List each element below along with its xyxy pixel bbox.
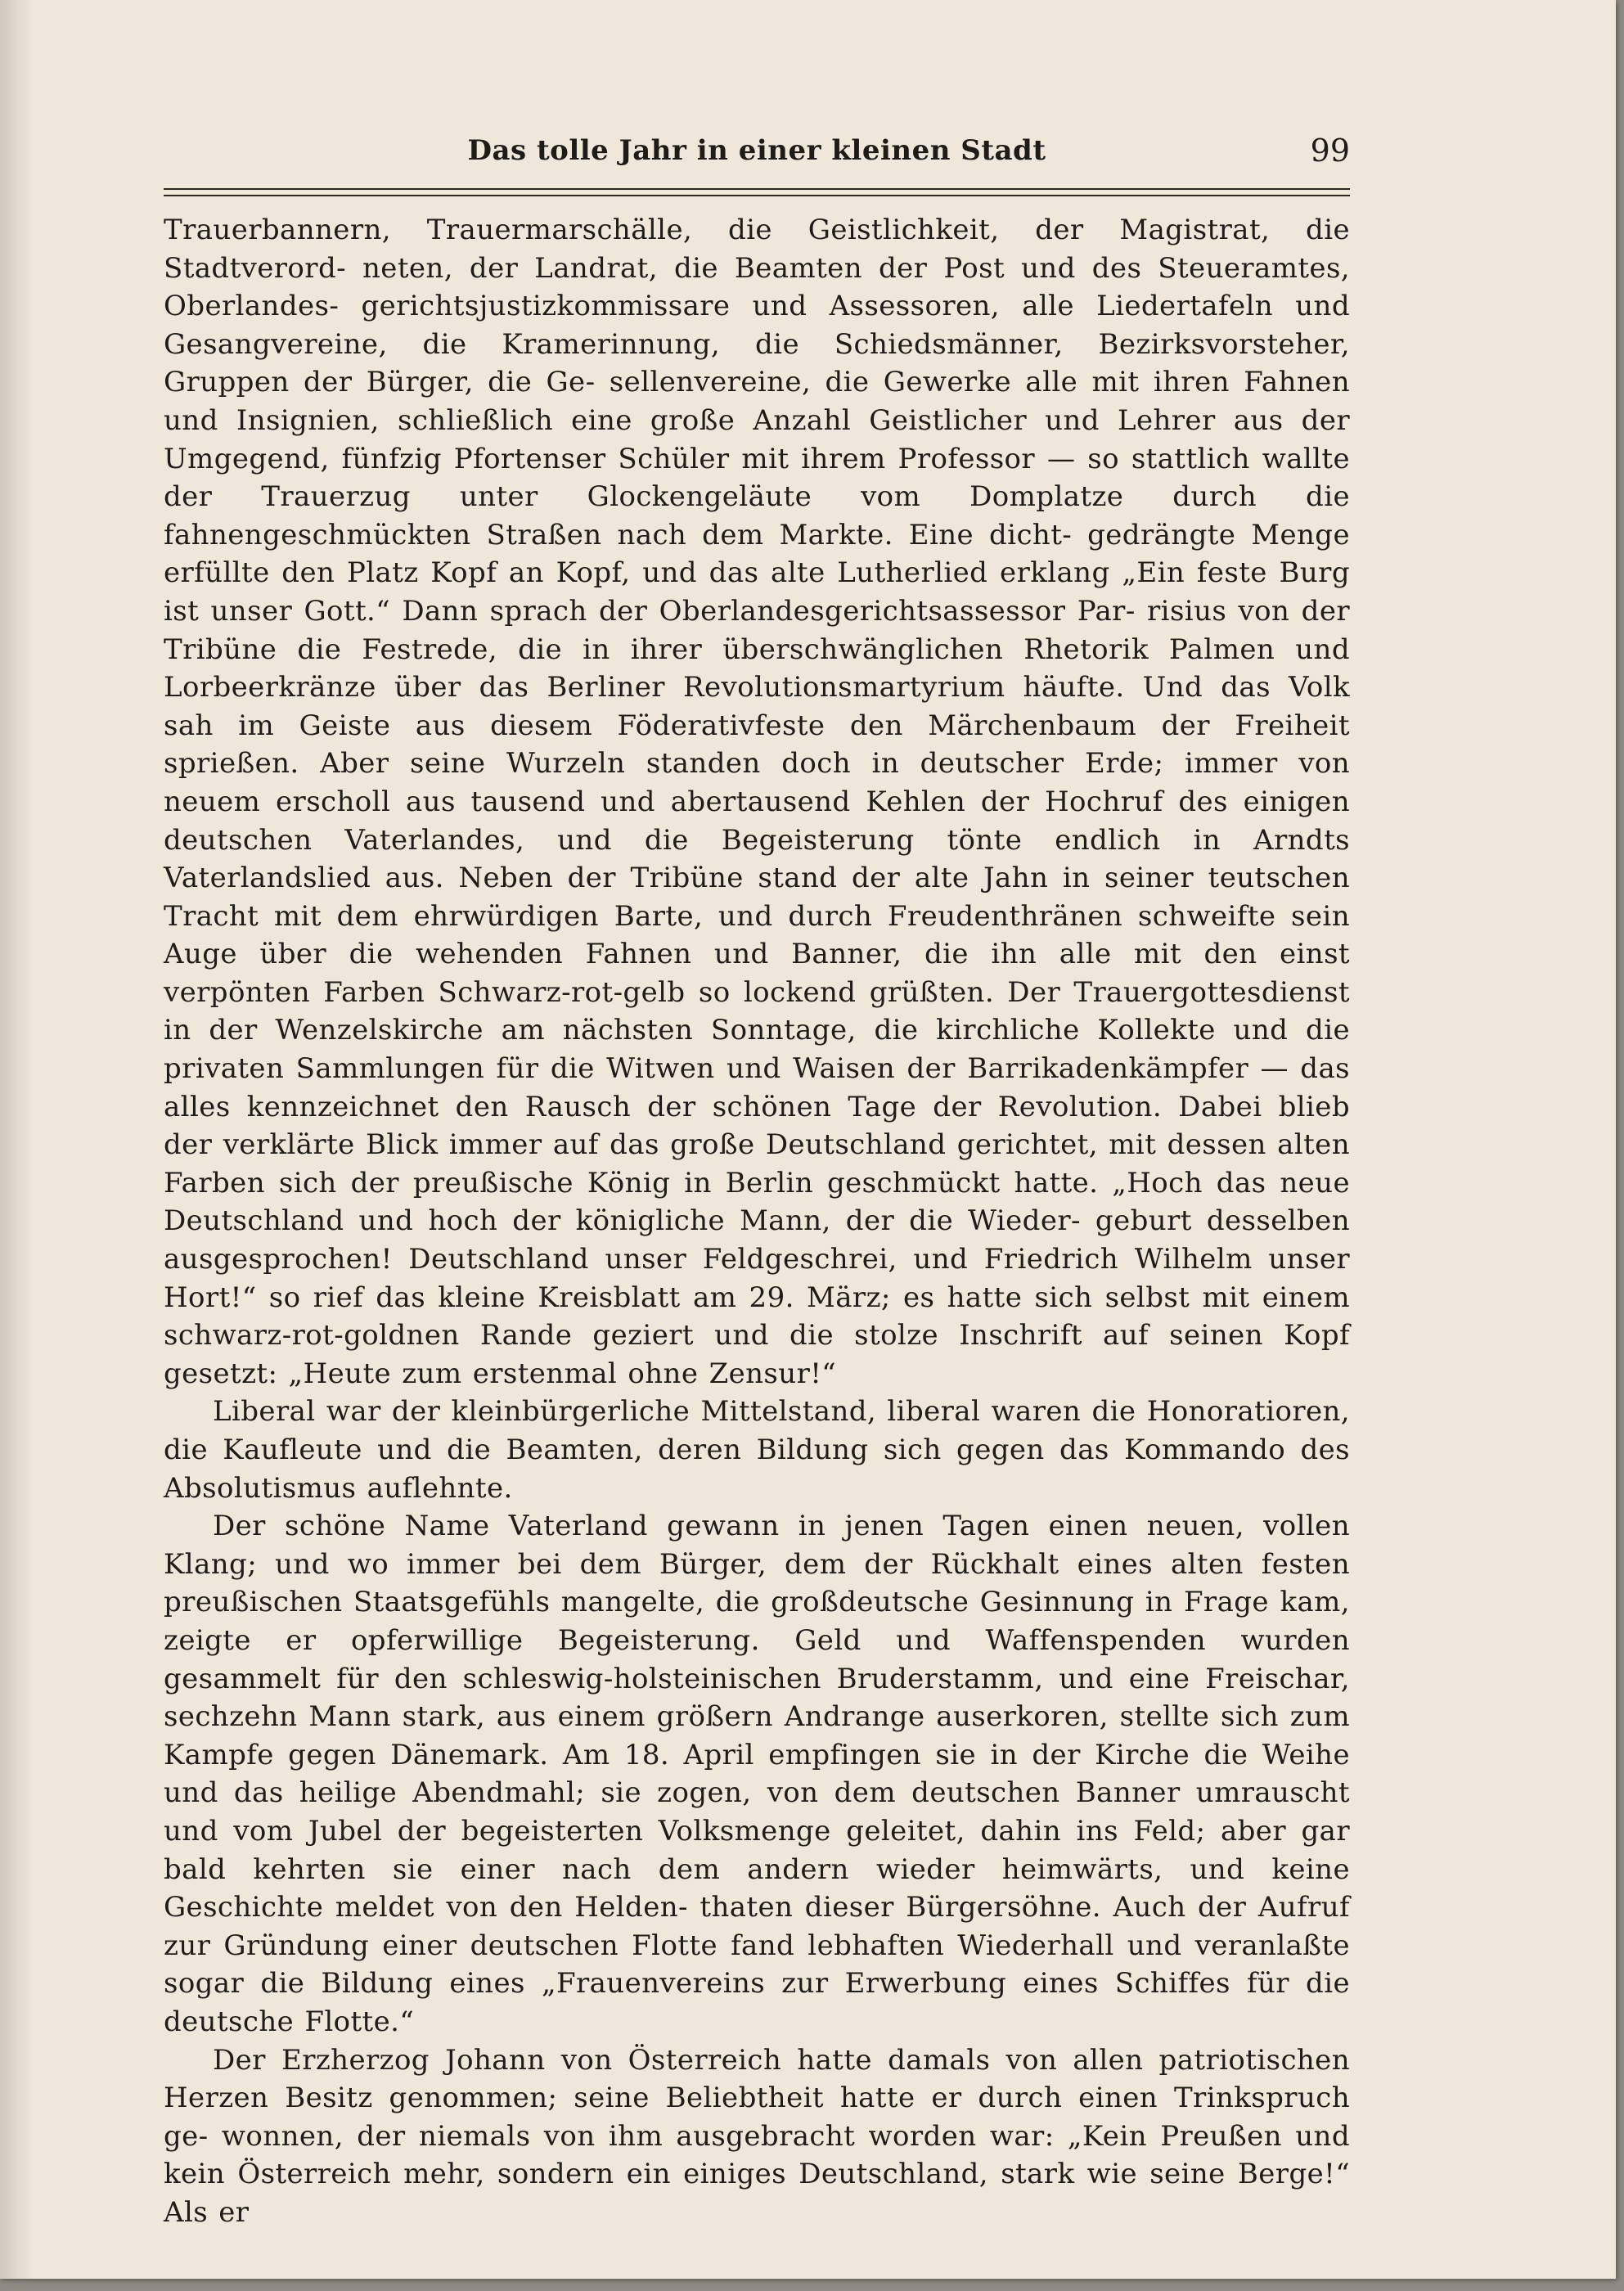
page-number: 99 (1310, 133, 1350, 169)
page-content (164, 131, 1350, 2231)
body-text (164, 211, 1350, 2231)
paragraph-1: Trauerbannern, Trauermarschälle, die Geistlichkeit, der Magistrat, die Stadtverord- neten, der Landrat, die Beamten der Post und des Steueramtes, Oberlandes- gerichtsjustizkommissare und Assessoren, alle Liedertafeln und Gesangvereine, die Kramerinnung, die Schiedsmänner, Bezirksvorsteher, Gruppen der Bürger, die Ge- sellenvereine, die Gewerke alle mit ihren Fahnen und Insignien, schließlich eine große Anzahl Geistlicher und Lehrer aus der Umgegend, fünfzig Pfortenser Schüler mit ihrem Professor — so stattlich wallte der Trauerzug unter Glockengeläute vom Domplatze durch die fahnengeschmückten Straßen nach dem Markte. Eine dicht- gedrängte Menge erfüllte den Platz Kopf an Kopf, und das alte Lutherlied erklang „Ein feste Burg ist unser Gott.“ Dann sprach der Oberlandesgerichtsassessor Par- risius von der Tribüne die Festrede, die in ihrer überschwänglichen Rhetorik Palmen und Lorbeerkränze über das Berliner Revolutionsmartyrium häufte. Und das Volk sah im Geiste aus diesem Föderativfeste den Märchenbaum der Freiheit sprießen. Aber seine Wurzeln standen doch in deutscher Erde; immer von neuem erscholl aus tausend und abertausend Kehlen der Hochruf des einigen deutschen Vaterlandes, und die Begeisterung tönte endlich in Arndts Vaterlandslied aus. Neben der Tribüne stand der alte Jahn in seiner teutschen Tracht mit dem ehrwürdigen Barte, und durch Freudenthränen schweifte sein Auge über die wehenden Fahnen und Banner, die ihn alle mit den einst verpönten Farben Schwarz-rot-gelb so lockend grüßten. Der Trauergottesdienst in der Wenzelskirche am nächsten Sonntage, die kirchliche Kollekte und die privaten Sammlungen für die Witwen und Waisen der Barrikadenkämpfer — das alles kennzeichnet den Rausch der schönen Tage der Revolution. Dabei blieb der verklärte Blick immer auf das große Deutschland gerichtet, mit dessen alten Farben sich der preußische König in Berlin geschmückt hatte. „Hoch das neue Deutschland und hoch der königliche Mann, der die Wieder- geburt desselben ausgesprochen! Deutschland unser Feldgeschrei, und Friedrich Wilhelm unser Hort!“ so rief das kleine Kreisblatt am 29. März; es hatte sich selbst mit einem schwarz-rot-goldnen Rande geziert und die stolze Inschrift auf seinen Kopf gesetzt: „Heute zum erstenmal ohne Zensur!“ (164, 214, 1350, 1390)
page-gutter-shadow (0, 0, 33, 2279)
paragraph-2: Liberal war der kleinbürgerliche Mittelstand, liberal waren die Honoratioren, die Kaufleute und die Beamten, deren Bildung sich gegen das Kommando des Absolutismus auflehnte. (164, 1395, 1350, 1505)
paragraph-3: Der schöne Name Vaterland gewann in jenen Tagen einen neuen, vollen Klang; und wo immer bei dem Bürger, dem der Rückhalt eines alten festen preußischen Staatsgefühls mangelte, die großdeutsche Gesinnung in Frage kam, zeigte er opferwillige Begeisterung. Geld und Waffenspenden wurden gesammelt für den schleswig-holsteinischen Bruderstamm, und eine Freischar, sechzehn Mann stark, aus einem größern Andrange auserkoren, stellte sich zum Kampfe gegen Dänemark. Am 18. April empfingen sie in der Kirche die Weihe und das heilige Abendmahl; sie zogen, von dem deutschen Banner umrauscht und vom Jubel der begeisterten Volksmenge geleitet, dahin ins Feld; aber gar bald kehrten sie einer nach dem andern wieder heimwärts, und keine Geschichte meldet von den Helden- thaten dieser Bürgersöhne. Auch der Aufruf zur Gründung einer deutschen Flotte fand lebhaften Wiederhall und veranlaßte sogar die Bildung eines „Frauenvereins zur Erwerbung eines Schiffes für die deutsche Flotte.“ (164, 1510, 1350, 2038)
running-header (164, 131, 1350, 180)
header-rule (164, 188, 1350, 196)
running-title: Das tolle Jahr in einer kleinen Stadt (467, 134, 1046, 167)
paragraph-4: Der Erzherzog Johann von Österreich hatte damals von allen patriotischen Herzen Besitz genommen; seine Beliebtheit hatte er durch einen Trinkspruch ge- wonnen, der niemals von ihm ausgebracht worden war: „Kein Preußen und kein Österreich mehr, sondern ein einiges Deutschland, stark wie seine Berge!“ Als er (164, 2043, 1350, 2229)
